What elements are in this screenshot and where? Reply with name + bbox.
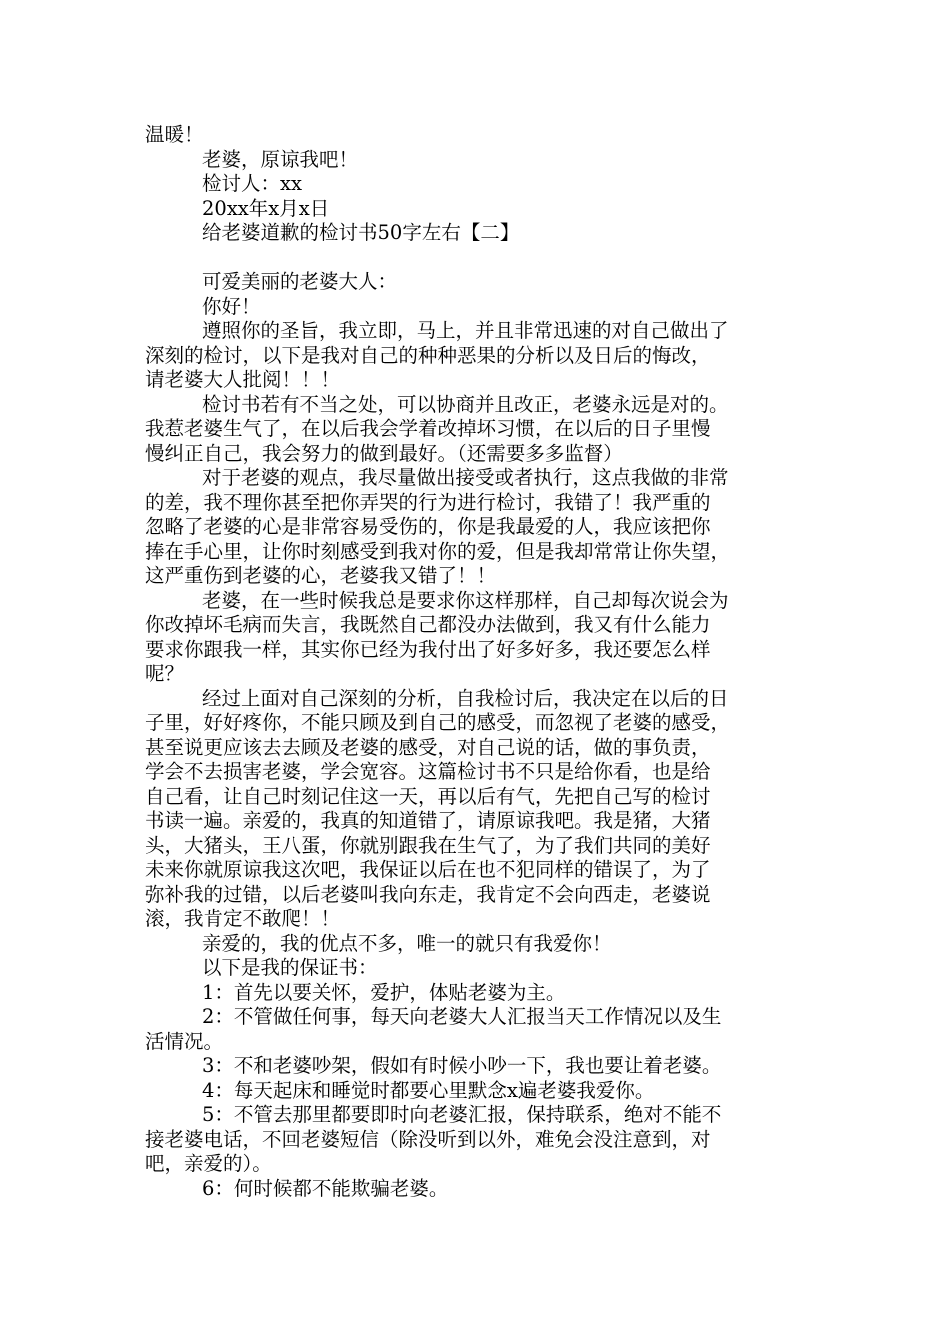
text-line: 经过上面对自己深刻的分析，自我检讨后，我决定在以后的日 [202, 686, 729, 710]
list-item: 1：首先以要关怀，爱护，体贴老婆为主。 [202, 980, 566, 1004]
text-line: 未来你就原谅我这次吧，我保证以后在也不犯同样的错误了，为了 [145, 858, 711, 881]
section-heading: 给老婆道歉的检讨书50字左右【二】 [202, 221, 520, 244]
list-item: 4：每天起床和睡觉时都要心里默念x遍老婆我爱你。 [202, 1078, 655, 1102]
list-item: 2：不管做任何事，每天向老婆大人汇报当天工作情况以及生 [202, 1005, 722, 1028]
text-line: 头，大猪头，王八蛋，你就别跟我在生气了，为了我们共同的美好 [145, 833, 711, 857]
salutation: 可爱美丽的老婆大人： [202, 270, 398, 293]
list-item: 6：何时候都不能欺骗老婆。 [202, 1176, 449, 1200]
text-line: 亲爱的，我的优点不多，唯一的就只有我爱你！ [202, 931, 612, 955]
text-line: 遵照你的圣旨，我立即，马上，并且非常迅速的对自己做出了 [202, 319, 729, 342]
text-line: 老婆，原谅我吧！ [202, 147, 359, 171]
document-page [145, 123, 810, 1201]
text-line: 的差，我不理你甚至把你弄哭的行为进行检讨，我错了！我严重的 [145, 490, 711, 514]
list-item-continuation: 活情况。 [145, 1029, 224, 1053]
text-line: 深刻的检讨，以下是我对自己的种种恶果的分析以及日后的悔改， [145, 343, 711, 367]
text-line: 呢？ [145, 662, 185, 685]
list-item-continuation: 吧，亲爱的）。 [145, 1152, 272, 1175]
text-line: 请老婆大人批阅！！！ [145, 368, 341, 391]
blank-line [145, 246, 810, 271]
text-line: 子里，好好疼你，不能只顾及到自己的感受，而忽视了老婆的感受， [145, 711, 731, 734]
list-heading: 以下是我的保证书： [202, 956, 378, 979]
text-line: 要求你跟我一样，其实你已经为我付出了好多好多，我还要怎么样 [145, 637, 711, 661]
list-item: 3：不和老婆吵架，假如有时候小吵一下，我也要让着老婆。 [202, 1054, 722, 1077]
text-line: 捧在手心里，让你时刻感受到我对你的爱，但是我却常常让你失望， [145, 539, 731, 563]
text-line: 滚，我肯定不敢爬！！ [145, 907, 341, 930]
text-line: 自己看，让自己时刻记住这一天，再以后有气，先把自己写的检讨 [145, 784, 711, 808]
text-line: 对于老婆的观点，我尽量做出接受或者执行，这点我做的非常 [202, 466, 729, 489]
text-line: 弥补我的过错，以后老婆叫我向东走，我肯定不会向西走，老婆说 [145, 882, 711, 906]
text-line: 忽略了老婆的心是非常容易受伤的，你是我最爱的人，我应该把你 [145, 515, 711, 538]
list-item-continuation: 接老婆电话，不回老婆短信（除没听到以外，难免会没注意到，对 [145, 1127, 711, 1151]
text-line: 检讨书若有不当之处，可以协商并且改正，老婆永远是对的。 [202, 392, 729, 416]
text-line: 慢纠正自己，我会努力的做到最好。（还需要多多监督） [145, 441, 623, 465]
text-line: 学会不去损害老婆，学会宽容。这篇检讨书不只是给你看，也是给 [145, 760, 711, 783]
text-line: 我惹老婆生气了，在以后我会学着改掉坏习惯，在以后的日子里慢 [145, 417, 711, 440]
text-line: 温暖！ [145, 123, 204, 146]
text-line: 书读一遍。亲爱的，我真的知道错了，请原谅我吧。我是猪，大猪 [145, 809, 711, 832]
list-item: 5：不管去那里都要即时向老婆汇报，保持联系，绝对不能不 [202, 1103, 722, 1126]
text-line: 老婆，在一些时候我总是要求你这样那样，自己却每次说会为 [202, 588, 729, 612]
greeting: 你好！ [202, 294, 261, 318]
text-line: 这严重伤到老婆的心，老婆我又错了！！ [145, 564, 497, 587]
text-line: 你改掉坏毛病而失言，我既然自己都没办法做到，我又有什么能力 [145, 613, 711, 636]
date-line: 20xx年x月x日 [202, 196, 330, 220]
text-line: 甚至说更应该去去顾及老婆的感受，对自己说的话，做的事负责， [145, 735, 711, 759]
signature-line: 检讨人：xx [202, 172, 302, 195]
